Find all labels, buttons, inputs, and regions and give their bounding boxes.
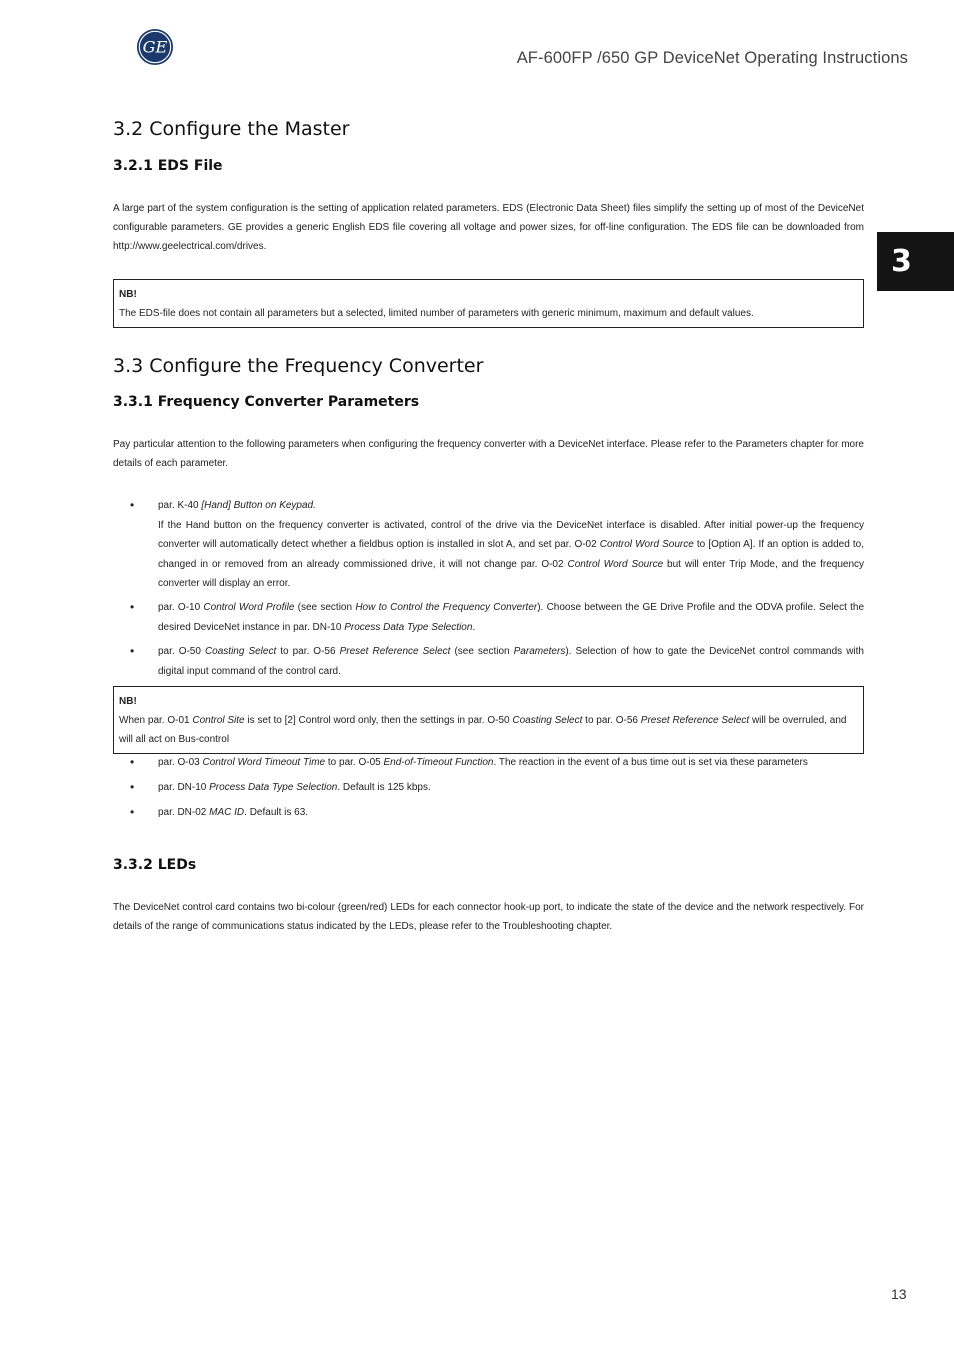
bullet-glyph: • xyxy=(130,600,135,614)
svg-text:GE: GE xyxy=(142,37,168,57)
subsection-heading-3-3-1: 3.3.1 Frequency Converter Parameters xyxy=(113,394,420,410)
note-text: The EDS-file does not contain all parameters but a selected, limited number of parameters with generic minimum, maximum and default values. xyxy=(119,308,754,319)
list-item: • par. O-50 Coasting Select to par. O-56 Preset Reference Select (see section Parameters). Selection of how to gate the DeviceNet control commands with digital input command of the control card. xyxy=(130,644,864,677)
page-number: 13 xyxy=(891,1286,907,1302)
note-label: NB! xyxy=(119,289,137,300)
eds-file-paragraph: A large part of the system configuration is the setting of application related parameters. EDS (Electronic Data Sheet) files simplify the setting up of most of the DeviceNet configurable parameters. GE provides a generic English EDS file covering all voltage and power sizes, for off-line configuration. The EDS file can be downloaded from http://www.geelectrical.com/drives. xyxy=(113,203,864,252)
document-title: AF-600FP /650 GP DeviceNet Operating Instructions xyxy=(516,49,908,67)
bullet-glyph: • xyxy=(130,498,135,512)
ge-logo xyxy=(136,28,174,66)
subsection-heading-3-3-2: 3.3.2 LEDs xyxy=(113,857,197,873)
list-item: • par. K-40 [Hand] Button on Keypad. If the Hand button on the frequency converter is activated, control of the drive via the DeviceNet interface is disabled. After initial power-up the frequency converter will automatically detect whether a fieldbus option is installed in slot A, and set par. O-02 Control Word Source to [Option A]. If an option is added to, changed in or removed from an already commissioned drive, it will not change par. O-02 Control Word Source but will enter Trip Mode, and the frequency converter will display an error. xyxy=(130,498,865,589)
list-item: • par. O-10 Control Word Profile (see section How to Control the Frequency Converter). Choose between the GE Drive Profile and the ODVA profile. Select the desired DeviceNet instance in par. DN-10 Process Data Type Selection. xyxy=(130,600,865,633)
note-box-control-site xyxy=(113,686,864,754)
bullet-glyph: • xyxy=(130,644,135,658)
list-item: • par. O-03 Control Word Timeout Time to par. O-05 End-of-Timeout Function. The reaction in the event of a bus time out is set via these parameters xyxy=(113,753,864,773)
note-label: NB! xyxy=(119,696,137,707)
note-text: When par. O-01 Control Site is set to [2] Control word only, then the settings in par. O-50 Coasting Select to par. O-56 Preset Reference Select will be overruled, and will all act on Bus-control xyxy=(119,715,847,745)
note-box-eds xyxy=(113,279,864,328)
chapter-tab: 3 xyxy=(877,232,954,291)
bullet-glyph: • xyxy=(130,755,135,769)
list-item: • par. DN-02 MAC ID. Default is 63. xyxy=(113,803,864,823)
bullet-glyph: • xyxy=(130,805,135,819)
bullet-glyph: • xyxy=(130,780,135,794)
list-item: • par. DN-10 Process Data Type Selection. Default is 125 kbps. xyxy=(113,778,864,798)
subsection-heading-3-2-1: 3.2.1 EDS File xyxy=(113,158,223,174)
parameters-paragraph: Pay particular attention to the following parameters when configuring the frequency converter with a DeviceNet interface. Please refer to the Parameters chapter for more details of each parameter. xyxy=(113,439,864,469)
section-heading-3-3: 3.3 Configure the Frequency Converter xyxy=(113,355,484,377)
leds-paragraph: The DeviceNet control card contains two bi-colour (green/red) LEDs for each connector hook-up port, to indicate the state of the device and the network respectively. For details of the range of communications status indicated by the LEDs, please refer to the Troubleshooting chapter. xyxy=(113,902,864,932)
section-heading-3-2: 3.2 Configure the Master xyxy=(113,118,350,140)
